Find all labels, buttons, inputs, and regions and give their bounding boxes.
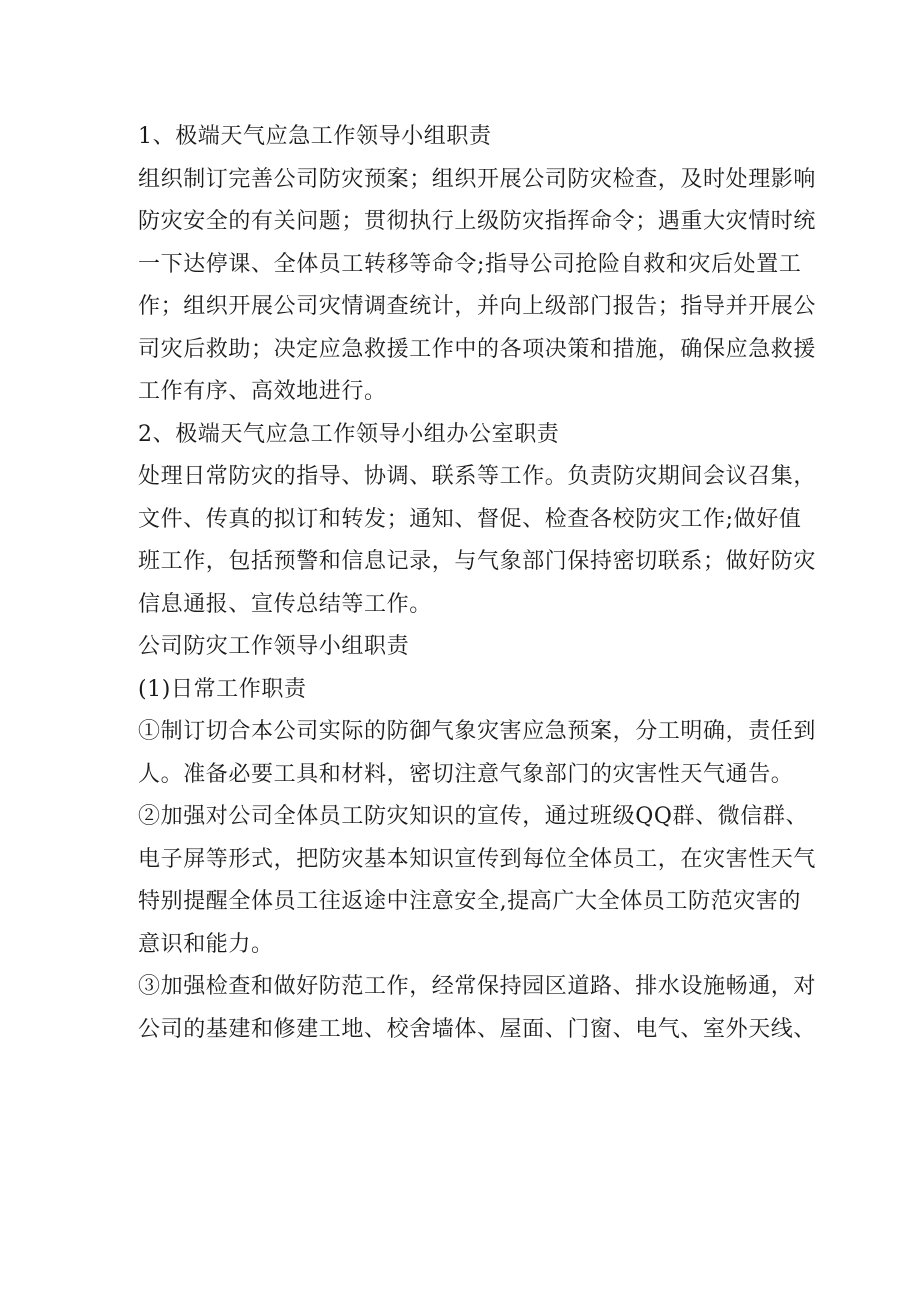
paragraph-line: 工作有序、高效地进行。 — [138, 379, 387, 404]
list-item-line: 电子屏等形式，把防灾基本知识宣传到每位全体员工，在灾害性天气 — [138, 846, 817, 872]
paragraph-line: 班工作，包括预警和信息记录，与气象部门保持密切联系；做好防灾 — [138, 549, 817, 574]
paragraph-line: 组织制订完善公司防灾预案；组织开展公司防灾检查，及时处理影响 — [138, 166, 817, 192]
paragraph-line: 文件、传真的拟订和转发；通知、督促、检查各校防灾工作;做好值 — [138, 506, 802, 532]
paragraph-line: 信息通报、宣传总结等工作。 — [138, 591, 432, 617]
document-body — [138, 116, 817, 1051]
paragraph-line: 司灾后救助；决定应急救援工作中的各项决策和措施，确保应急救援 — [138, 336, 817, 362]
paragraph-line: 一下达停课、全体员工转移等命令;指导公司抢险自救和灾后处置工 — [138, 251, 802, 277]
list-item-line: 特别提醒全体员工往返途中注意安全,提高广大全体员工防范灾害的 — [138, 889, 801, 914]
list-item-line: 公司的基建和修建工地、校舍墙体、屋面、门窗、电气、室外天线、 — [138, 1016, 817, 1042]
section-heading-3: 公司防灾工作领导小组职责 — [138, 634, 410, 659]
paragraph-line: 处理日常防灾的指导、协调、联系等工作。负责防灾期间会议召集， — [138, 464, 817, 489]
section-heading-2: 2、极端天气应急工作领导小组办公室职责 — [138, 421, 560, 447]
section-heading-1: 1、极端天气应急工作领导小组职责 — [138, 124, 492, 149]
paragraph-line: 作；组织开展公司灾情调查统计，并向上级部门报告；指导并开展公 — [138, 294, 817, 319]
list-item-line: ①制订切合本公司实际的防御气象灾害应急预案，分工明确，责任到 — [138, 719, 817, 744]
list-item-line: 意识和能力。 — [138, 931, 274, 957]
subsection-heading: (1)日常工作职责 — [138, 676, 307, 702]
list-item-line: 人。准备必要工具和材料，密切注意气象部门的灾害性天气通告。 — [138, 761, 794, 787]
list-item-line: ②加强对公司全体员工防灾知识的宣传，通过班级QQ群、微信群、 — [138, 804, 809, 829]
paragraph-line: 防灾安全的有关问题；贯彻执行上级防灾指挥命令；遇重大灾情时统 — [138, 209, 817, 234]
list-item-line: ③加强检查和做好防范工作，经常保持园区道路、排水设施畅通，对 — [138, 974, 817, 999]
